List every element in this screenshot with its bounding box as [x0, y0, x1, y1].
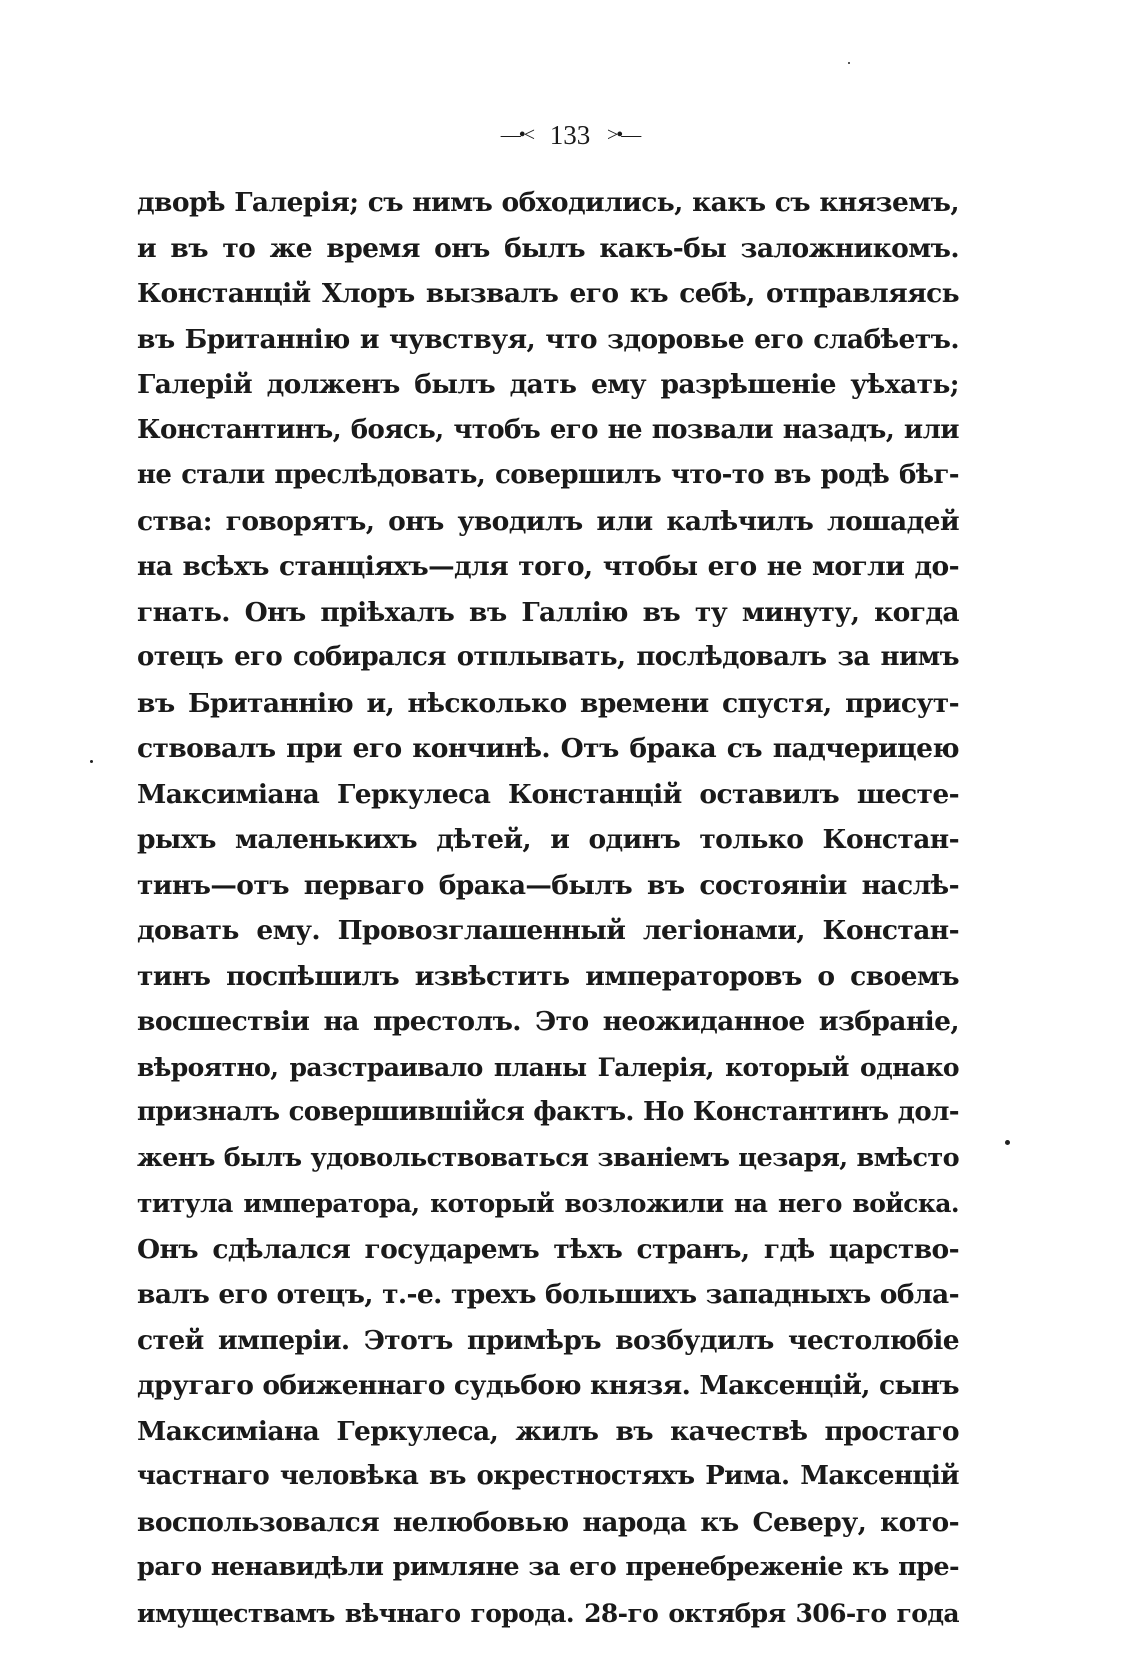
text-line: тинъ поспѣшилъ извѣстить императоровъ о своемъ	[137, 960, 959, 992]
text-line: дворѣ Галерія; съ нимъ обходились, какъ съ княземъ,	[137, 187, 959, 218]
text-line: ства: говорятъ, онъ уводилъ или калѣчилъ лошадей	[137, 505, 959, 537]
text-line: тинъ—отъ перваго брака—былъ въ состояніи наслѣ-	[137, 869, 959, 901]
text-line: Констанцій Хлоръ вызвалъ его къ себѣ, отправляясь	[137, 278, 959, 309]
text-line: стей имперіи. Этотъ примѣръ возбудилъ честолюбіе	[137, 1324, 959, 1356]
text-line: женъ былъ удовольствоваться званіемъ цезаря, вмѣсто	[137, 1142, 959, 1173]
text-line: отецъ его собирался отплывать, послѣдовалъ за нимъ	[137, 642, 959, 672]
text-line: воспользовался нелюбовью народа къ Северу, кото-	[137, 1506, 959, 1538]
text-line: Онъ сдѣлался государемъ тѣхъ странъ, гдѣ царство-	[137, 1233, 959, 1265]
text-line: раго ненавидѣли римляне за его пренебреженіе къ пре-	[137, 1552, 959, 1582]
scan-speck	[848, 62, 850, 64]
text-line: Максиміана Геркулеса Констанцій оставилъ шесте-	[137, 778, 959, 810]
text-line: довать ему. Провозглашенный легіонами, Констан-	[137, 915, 959, 946]
text-line: валъ его отецъ, т.-е. трехъ большихъ западныхъ обла-	[137, 1279, 959, 1310]
text-line: на всѣхъ станціяхъ—для того, чтобы его не могли до-	[137, 551, 959, 582]
body-text	[137, 180, 959, 1636]
text-line: рыхъ маленькихъ дѣтей, и одинъ только Констан-	[137, 824, 959, 855]
header-ornament-right: >•—	[607, 124, 640, 146]
text-line: призналъ совершившійся фактъ. Но Константинъ дол-	[137, 1097, 959, 1127]
page-number: 133	[549, 120, 591, 150]
text-line: вѣроятно, разстраивало планы Галерія, который однако	[137, 1052, 959, 1082]
text-line: титула императора, который возложили на него войска.	[137, 1189, 959, 1218]
text-line: Константинъ, боясь, чтобъ его не позвали назадъ, или	[137, 414, 959, 445]
scan-speck	[90, 760, 93, 763]
text-line: другаго обиженнаго судьбою князя. Максенцій, сынъ	[137, 1370, 959, 1401]
scan-speck	[1005, 1140, 1010, 1145]
text-line: не стали преслѣдовать, совершилъ что-то въ родѣ бѣг-	[137, 460, 959, 490]
text-line: имуществамъ вѣчнаго города. 28-го октября 306-го года	[137, 1598, 959, 1628]
page-header	[0, 118, 1140, 152]
text-line: частнаго человѣка въ окрестностяхъ Рима. Максенцій	[137, 1461, 959, 1491]
text-line: въ Британнію и чувствуя, что здоровье его слабѣетъ.	[137, 323, 959, 355]
text-line: въ Британнію и, нѣсколько времени спустя, присут-	[137, 687, 959, 719]
text-line: Максиміана Геркулеса, жилъ въ качествѣ простаго	[137, 1415, 959, 1447]
header-ornament-left: —•<	[500, 124, 533, 146]
text-line: гнать. Онъ пріѣхалъ въ Галлію въ ту минуту, когда	[137, 596, 959, 628]
text-line: восшествіи на престолъ. Это неожиданное избраніе,	[137, 1006, 959, 1037]
text-line: Галерій долженъ былъ дать ему разрѣшеніе уѣхать;	[137, 369, 959, 400]
text-line: и въ то же время онъ былъ какъ-бы заложникомъ.	[137, 232, 959, 264]
text-line: ствовалъ при его кончинѣ. Отъ брака съ падчерицею	[137, 733, 959, 764]
